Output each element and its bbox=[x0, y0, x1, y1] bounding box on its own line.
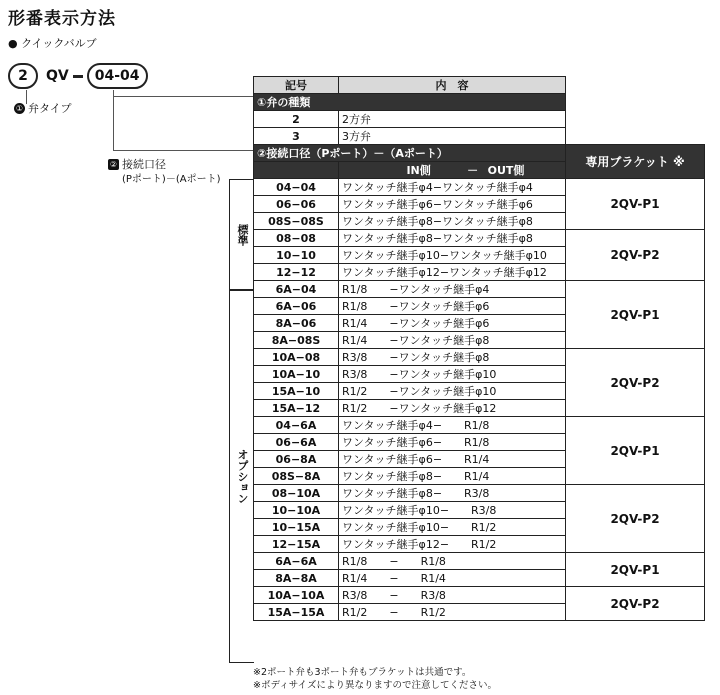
port-label: ② 接続口径 bbox=[109, 158, 166, 171]
bracket-model: 2QV-P2 bbox=[566, 349, 705, 417]
header-code: 記号 bbox=[254, 77, 339, 94]
table-row bbox=[254, 587, 705, 604]
row-code: 6A−6A bbox=[254, 553, 339, 570]
row-content: ワンタッチ継手φ10−ワンタッチ継手φ10 bbox=[339, 247, 566, 264]
bracket-model: 2QV-P1 bbox=[566, 179, 705, 230]
row-content: ワンタッチ継手φ4− R1/8 bbox=[339, 417, 566, 434]
badge-icon: ② bbox=[109, 159, 118, 169]
row-code: 04−04 bbox=[254, 179, 339, 196]
row-content: ワンタッチ継手φ8− R3/8 bbox=[339, 485, 566, 502]
spec-table bbox=[253, 76, 705, 621]
row-code: 8A−08S bbox=[254, 332, 339, 349]
port-sub-label: (Pポート)－(Aポート) bbox=[122, 174, 221, 185]
bracket-model: 2QV-P2 bbox=[566, 230, 705, 281]
row-content: R1/2 − R1/2 bbox=[339, 604, 566, 621]
row-content: R1/4 − R1/4 bbox=[339, 570, 566, 587]
note: ※ボディサイズにより異なりますので注意してください。 bbox=[253, 680, 497, 691]
row-code: 10A−10 bbox=[254, 366, 339, 383]
table-row-content: 3方弁 bbox=[339, 128, 566, 145]
row-content: R3/8 − R3/8 bbox=[339, 587, 566, 604]
bracket-model: 2QV-P1 bbox=[566, 553, 705, 587]
bracket-model: 2QV-P2 bbox=[566, 587, 705, 621]
header-content: 内 容 bbox=[339, 77, 566, 94]
row-code: 08−08 bbox=[254, 230, 339, 247]
bracket-model: 2QV-P2 bbox=[566, 485, 705, 553]
badge-icon: ① bbox=[15, 103, 24, 113]
table-row-code: 2 bbox=[254, 111, 339, 128]
row-code: 6A−06 bbox=[254, 298, 339, 315]
table-row bbox=[254, 230, 705, 247]
connector-line bbox=[113, 150, 253, 151]
table-row bbox=[254, 485, 705, 502]
row-content: ワンタッチ継手φ8−ワンタッチ継手φ8 bbox=[339, 213, 566, 230]
table-row-content: 2方弁 bbox=[339, 111, 566, 128]
row-code: 15A−10 bbox=[254, 383, 339, 400]
valve-type-code: 2 bbox=[8, 63, 38, 89]
row-code: 08S−08S bbox=[254, 213, 339, 230]
row-code: 08−10A bbox=[254, 485, 339, 502]
section-valve-type: ①弁の種類 bbox=[254, 94, 566, 111]
row-content: R1/2 −ワンタッチ継手φ12 bbox=[339, 400, 566, 417]
product-subtitle: ● クイックバルブ bbox=[8, 37, 97, 50]
connector-line bbox=[113, 96, 253, 97]
table-row-code: 3 bbox=[254, 128, 339, 145]
row-content: ワンタッチ継手φ12− R1/2 bbox=[339, 536, 566, 553]
connector-line bbox=[113, 90, 114, 150]
bracket-header: 専用ブラケット ※ bbox=[566, 145, 705, 179]
table-row bbox=[254, 179, 705, 196]
model-code bbox=[8, 62, 148, 90]
row-content: R3/8 −ワンタッチ継手φ10 bbox=[339, 366, 566, 383]
row-code: 06−6A bbox=[254, 434, 339, 451]
row-code: 04−6A bbox=[254, 417, 339, 434]
table-row bbox=[254, 553, 705, 570]
row-content: R1/4 −ワンタッチ継手φ8 bbox=[339, 332, 566, 349]
row-content: ワンタッチ継手φ6−ワンタッチ継手φ6 bbox=[339, 196, 566, 213]
row-content: ワンタッチ継手φ6− R1/4 bbox=[339, 451, 566, 468]
series-code: QV bbox=[46, 68, 69, 84]
bracket-model: 2QV-P1 bbox=[566, 281, 705, 349]
row-content: R1/4 −ワンタッチ継手φ6 bbox=[339, 315, 566, 332]
row-code: 10A−08 bbox=[254, 349, 339, 366]
table-row bbox=[254, 281, 705, 298]
row-content: ワンタッチ継手φ8− R1/4 bbox=[339, 468, 566, 485]
row-code: 06−06 bbox=[254, 196, 339, 213]
page-title: 形番表示方法 bbox=[8, 9, 116, 29]
row-code: 06−8A bbox=[254, 451, 339, 468]
category-option: オプション bbox=[229, 289, 254, 663]
row-code: 10−10 bbox=[254, 247, 339, 264]
row-code: 15A−15A bbox=[254, 604, 339, 621]
row-content: R3/8 −ワンタッチ継手φ8 bbox=[339, 349, 566, 366]
row-content: ワンタッチ継手φ10− R1/2 bbox=[339, 519, 566, 536]
row-content: ワンタッチ継手φ10− R3/8 bbox=[339, 502, 566, 519]
row-code: 10−15A bbox=[254, 519, 339, 536]
code-separator bbox=[73, 75, 83, 78]
valve-type-label: ① 弁タイプ bbox=[15, 102, 72, 115]
row-content: ワンタッチ継手φ8−ワンタッチ継手φ8 bbox=[339, 230, 566, 247]
row-code: 15A−12 bbox=[254, 400, 339, 417]
row-code: 12−15A bbox=[254, 536, 339, 553]
row-content: R1/2 −ワンタッチ継手φ10 bbox=[339, 383, 566, 400]
row-content: ワンタッチ継手φ4−ワンタッチ継手φ4 bbox=[339, 179, 566, 196]
row-content: ワンタッチ継手φ12−ワンタッチ継手φ12 bbox=[339, 264, 566, 281]
table-row bbox=[254, 417, 705, 434]
bracket-model: 2QV-P1 bbox=[566, 417, 705, 485]
row-code: 8A−06 bbox=[254, 315, 339, 332]
note: ※2ポート弁も3ポート弁もブラケットは共通です。 bbox=[253, 667, 472, 678]
category-standard: 標準 bbox=[229, 179, 254, 291]
row-code: 6A−04 bbox=[254, 281, 339, 298]
row-code: 10A−10A bbox=[254, 587, 339, 604]
row-content: ワンタッチ継手φ6− R1/8 bbox=[339, 434, 566, 451]
row-content: R1/8 −ワンタッチ継手φ4 bbox=[339, 281, 566, 298]
row-code: 8A−8A bbox=[254, 570, 339, 587]
in-out-header: IN側 － OUT側 bbox=[339, 162, 566, 179]
section-port: ②接続口径（Pポート）－（Aポート） bbox=[254, 145, 566, 162]
table-row bbox=[254, 349, 705, 366]
row-code: 10−10A bbox=[254, 502, 339, 519]
row-content: R1/8 −ワンタッチ継手φ6 bbox=[339, 298, 566, 315]
connection-code: 04-04 bbox=[87, 63, 148, 89]
row-code: 12−12 bbox=[254, 264, 339, 281]
row-content: R1/8 − R1/8 bbox=[339, 553, 566, 570]
row-code: 08S−8A bbox=[254, 468, 339, 485]
